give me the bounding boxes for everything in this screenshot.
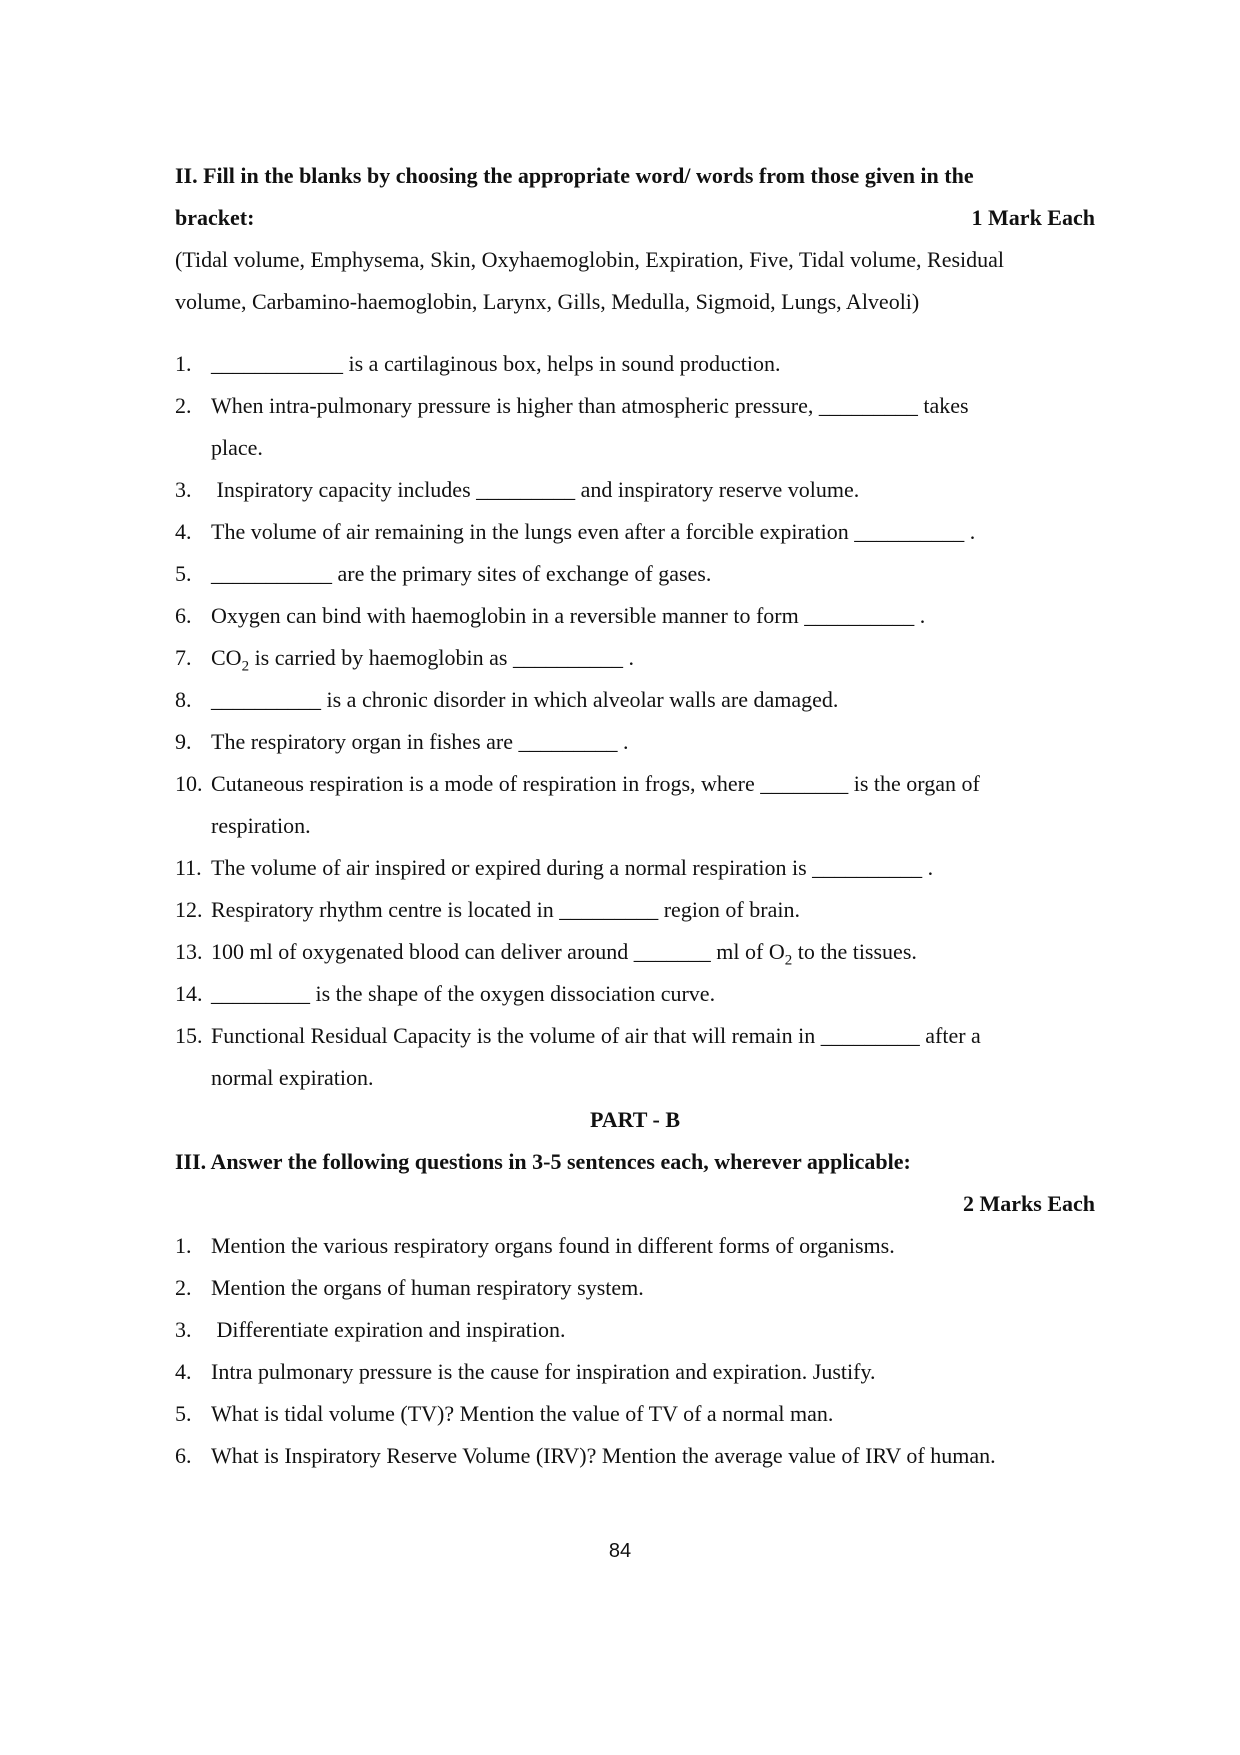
question-item	[175, 847, 1095, 889]
question-text-part: Intra pulmonary pressure is the cause for inspiration and expiration. Justify.	[211, 1359, 876, 1384]
question-item	[175, 1015, 1095, 1099]
question-text-part: ___________ are the primary sites of exchange of gases.	[211, 561, 712, 586]
question-text	[211, 1351, 1095, 1393]
question-number: 5.	[175, 1401, 192, 1426]
question-number: 14.	[175, 981, 203, 1006]
question-text	[211, 1225, 1095, 1267]
question-number: 1.	[175, 351, 192, 376]
question-number: 6.	[175, 603, 192, 628]
question-text-part: Oxygen can bind with haemoglobin in a reversible manner to form __________ .	[211, 603, 926, 628]
subscript: 2	[241, 658, 250, 675]
question-text-continuation: normal expiration.	[211, 1065, 374, 1090]
question-item	[175, 511, 1095, 553]
fill-in-blanks-list	[175, 343, 1095, 1099]
question-text-part: What is tidal volume (TV)? Mention the value of TV of a normal man.	[211, 1401, 834, 1426]
question-number: 2.	[175, 393, 192, 418]
question-number: 3.	[175, 477, 192, 502]
question-text-part: Cutaneous respiration is a mode of respiration in frogs, where ________ is the organ of	[211, 771, 980, 796]
question-item	[175, 931, 1095, 973]
question-text	[211, 385, 1095, 469]
question-item	[175, 343, 1095, 385]
question-number: 12.	[175, 897, 203, 922]
subscript: 2	[784, 952, 793, 969]
question-text-part: Differentiate expiration and inspiration.	[211, 1317, 566, 1342]
question-text-part: CO	[211, 645, 242, 670]
question-text	[211, 931, 1095, 973]
question-item	[175, 889, 1095, 931]
question-text-part: 100 ml of oxygenated blood can deliver around _______ ml of O	[211, 939, 785, 964]
question-text-part: The respiratory organ in fishes are _________ .	[211, 729, 629, 754]
question-item	[175, 1351, 1095, 1393]
question-item	[175, 1267, 1095, 1309]
question-text-part: to the tissues.	[792, 939, 917, 964]
question-number: 15.	[175, 1023, 203, 1048]
part-b-title: PART - B	[589, 1107, 681, 1132]
question-text-part: Respiratory rhythm centre is located in _________ region of brain.	[211, 897, 800, 922]
question-item	[175, 595, 1095, 637]
question-item	[175, 469, 1095, 511]
question-item	[175, 553, 1095, 595]
question-number: 6.	[175, 1443, 192, 1468]
question-text	[211, 469, 1095, 511]
question-text	[211, 889, 1095, 931]
page-number: 84	[608, 1540, 632, 1562]
question-number: 13.	[175, 939, 203, 964]
question-text-part: Mention the organs of human respiratory system.	[211, 1275, 644, 1300]
question-item	[175, 1309, 1095, 1351]
question-text	[211, 847, 1095, 889]
section-2-heading-row	[175, 197, 1095, 239]
question-text	[211, 1309, 1095, 1351]
question-text-part: What is Inspiratory Reserve Volume (IRV)? Mention the average value of IRV of human.	[211, 1443, 996, 1468]
question-item	[175, 1393, 1095, 1435]
section-2-heading-cont: bracket:	[175, 205, 255, 230]
question-item	[175, 637, 1095, 679]
question-text-part: _________ is the shape of the oxygen dissociation curve.	[211, 981, 716, 1006]
question-item	[175, 1225, 1095, 1267]
options-line-1: (Tidal volume, Emphysema, Skin, Oxyhaemoglobin, Expiration, Five, Tidal volume, Residual	[175, 247, 1005, 272]
question-text	[211, 763, 1095, 847]
question-text-part: Inspiratory capacity includes _________ and inspiratory reserve volume.	[211, 477, 860, 502]
question-text	[211, 343, 1095, 385]
question-text	[211, 1267, 1095, 1309]
question-text	[211, 637, 1095, 679]
page-content	[175, 155, 1095, 1477]
question-number: 3.	[175, 1317, 192, 1342]
question-number: 7.	[175, 645, 192, 670]
question-text	[211, 553, 1095, 595]
section-3-marks: 2 Marks Each	[963, 1191, 1095, 1216]
question-item	[175, 721, 1095, 763]
question-text-part: Functional Residual Capacity is the volume of air that will remain in _________ after a	[211, 1023, 981, 1048]
question-number: 4.	[175, 1359, 192, 1384]
question-text	[211, 511, 1095, 553]
short-answer-list	[175, 1225, 1095, 1477]
question-text-continuation: place.	[211, 435, 263, 460]
question-text	[211, 595, 1095, 637]
question-number: 2.	[175, 1275, 192, 1300]
question-number: 1.	[175, 1233, 192, 1258]
question-number: 9.	[175, 729, 192, 754]
question-text-part: __________ is a chronic disorder in which alveolar walls are damaged.	[211, 687, 839, 712]
question-number: 8.	[175, 687, 192, 712]
question-text	[211, 721, 1095, 763]
question-item	[175, 763, 1095, 847]
section-2-heading: II. Fill in the blanks by choosing the appropriate word/ words from those given in the	[175, 163, 974, 188]
question-text	[211, 1015, 1095, 1099]
question-item	[175, 1435, 1095, 1477]
question-number: 5.	[175, 561, 192, 586]
section-3-heading: III. Answer the following questions in 3-5 sentences each, wherever applicable:	[175, 1149, 911, 1174]
question-text	[211, 1435, 1095, 1477]
question-item	[175, 973, 1095, 1015]
question-item	[175, 679, 1095, 721]
section-2-marks: 1 Mark Each	[971, 205, 1095, 230]
question-text-continuation: respiration.	[211, 813, 311, 838]
question-text-part: When intra-pulmonary pressure is higher than atmospheric pressure, _________ takes	[211, 393, 969, 418]
question-text	[211, 679, 1095, 721]
question-text	[211, 1393, 1095, 1435]
question-text-part: Mention the various respiratory organs found in different forms of organisms.	[211, 1233, 895, 1258]
question-text	[211, 973, 1095, 1015]
options-line-2: volume, Carbamino-haemoglobin, Larynx, Gills, Medulla, Sigmoid, Lungs, Alveoli)	[175, 289, 920, 314]
question-number: 10.	[175, 771, 203, 796]
question-text-part: The volume of air inspired or expired during a normal respiration is __________ .	[211, 855, 934, 880]
question-number: 11.	[175, 855, 202, 880]
question-text-part: ____________ is a cartilaginous box, helps in sound production.	[211, 351, 781, 376]
question-text-part: The volume of air remaining in the lungs even after a forcible expiration __________ .	[211, 519, 976, 544]
question-number: 4.	[175, 519, 192, 544]
question-item	[175, 385, 1095, 469]
question-text-part: is carried by haemoglobin as __________ .	[249, 645, 634, 670]
